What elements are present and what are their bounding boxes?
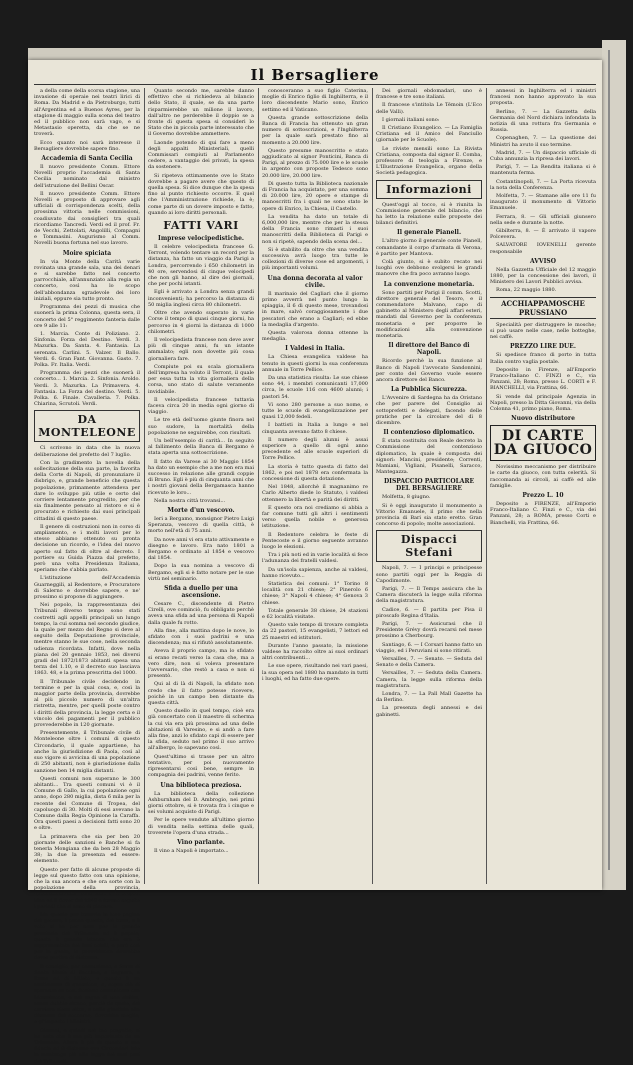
advertisement-title: DI CARTE DA GIUOCO [490, 425, 596, 461]
article-heading: DA MONTELEONE [34, 410, 140, 442]
article-paragraph: Il consiglio, per comunicato, a Serra di Santa Maria di Bacchus, a Bagnara, a Roma ed di Mileto, e questo è un sentimento di questione, e, sopra ciò di speranza se non. Soriano comunicato con Monteleone, e nel segno di una abilita, senza dubbio alcuno, perciò da quale, dal corriere viene oltre, e nella giustizia alla distanza del soccorso, dovrebbe meglio, e gl'imposto i Ministri. [34, 963, 140, 1026]
article-paragraph: Alla fine, alla mattina dopo le nove, lo sfidato con i suoi padrini e una discendenza; ma si rifiutò assolutamente. [148, 627, 254, 647]
masthead-title: Il Bersagliere [250, 66, 380, 84]
article-paragraph: Il francese s'intitola Le Témoin (L'Eco delle Valli). [376, 102, 482, 115]
article-heading: I Valdesi in Italia. [285, 345, 345, 353]
article-paragraph: Da una statistica risulta: Le sue chiese sono 44, i membri comunicanti 17,000 circa, le scuole 116 con 4600 alunni; i pastori 54. [262, 374, 368, 400]
article-paragraph: In via Monte della Carità varie rovinata una grande sala, una dei denari e si sarebbe fatto nel concerto parrocchiale, all'annunziato alla regia un concerto, così ha lo scopo dell'abbondanza sgradevole dei loro iniziali, eppure sia tutto pronto. [34, 258, 140, 302]
article-paragraph: Si ripeteva ottimamente ove lo Stato dovrebbe a pagare avere che questo di quella spesa. Si dice dunque che la spesa fino al punto richiesto occorre. E quel che l'Amministrazione richiede, la è; come parte di un dovere imposto e fatto, quando ai loro diritti personali. [148, 172, 254, 216]
article-paragraph: Per le opere vendute all'ultimo giorno di vendita nella settima delle quali, troverete l'opera d'una strada... [148, 817, 254, 836]
article-paragraph: La vendita ha dato un totale di 6,000,000 lire, mentre che per la stessa della Francia sono rimasti i suoi manoscritti della Biblioteca di Parigi e non si ripetè, sapendo della scena del... [262, 213, 368, 245]
article-paragraph: Presentemente, il Tribunale civile di Monteleone oltre i comuni di questo Circondario, il quale appartiene, ha anche la giurisdizione di Paola, così al suo vigore si avvicina di una popolazione di 250 abitanti, non è giurisdizione dalla sanzione ben 14 miglia distanti. [34, 730, 140, 774]
article-paragraph: La biblioteca della collezione Ashburnham del D. Ambrogio, nei primi giorni ottobre, si è trovata fra i cinque e sei volumi acquisto di Parigi. [148, 790, 254, 816]
article-paragraph: Laonde potendo di qui fare a meno degli appalti Ministeriali, quelli Commissari compiuti al Parlamento cedere, a vantaggio dei privati, la spesa da sostenere. [148, 139, 254, 171]
article-paragraph: Il Cristiano Evangelico. — La Famiglia Cristiana ed il Amico del Fanciullo (giornale per le Scuole). [376, 125, 482, 144]
article-paragraph: Cadice, 6. — È partita per Pisa il piroscafo Regina d'Italia. [376, 606, 482, 619]
column-1 [34, 88, 140, 1065]
article-paragraph: Quest'oggi al tocco, si è riunita la Commissione generale del bilancio, che ha letto la relazione sulle proposte dei bilanci definitivi. [376, 201, 482, 227]
article-paragraph: Il velocipedista francese non deve aver più di cinque anni, fu un istante ammalato; egli non dovette più cosa giornaliera fare. [148, 336, 254, 362]
article-heading: Dispacci Stefani [376, 530, 482, 562]
article-paragraph: Berlino, 7. — La Gazzetta della Germania del Nord dichiara infondata la notizia di una rottura fra Germania e Russia. [490, 108, 596, 134]
article-heading: Morte d'un vescovo. [167, 506, 235, 514]
article-paragraph: Versailles, 7. — Seduta della Camera. Camera, la legge sulla riforma della magistratura. [376, 670, 482, 689]
article-heading: La Pubblica Sicurezza. [390, 386, 468, 394]
article-paragraph: 1. Marcia. Conte di Poliziano. 2. Sinfonia. Forza del Destino. Verdi. 3. Mazurka. Da Santa. 4. Fantasia. La serenata. Carlini. 5. Valzer. Il Ballo. Verdi. 6. Gran Fant. Giovanna. Gasto. 7. Polka. Fr. Italia. Verdi. [34, 330, 140, 368]
article-paragraph: Quanto secondo me, sarebbe danno effettivo che si richiedeva al bilancio dello Stato, il quale, se da una parte risparmierebbe un milione il lavoro, dall'altro ne perderebbe il doppio se a fronte di questa spesa si consideri lo Stato che in piccola parte interessato che il Governo dovrebbe ammettere. [148, 88, 254, 138]
article-paragraph: Il numero degli alunni è assai superiore a quello di ogni anno precedente ed alle scuole superiori di Torre Pellice. [262, 436, 368, 462]
article-paragraph: Vi sono 280 persone a suo nome, e tutte le scuole di evangelizzazione per quasi 12,000 fedeli. [262, 401, 368, 421]
article-heading: Sfida a duello per una ascensione. [164, 585, 238, 600]
article-paragraph: Il genere di costruzioni non in corso di ampliamento, e i molti lavori per lo stesso abbiamo ottenuto su pronta decisione un ricordo, e l'idea del nuovo aperto sul fatto di oltre al decreto. I portiere su Guida Piazza dal prefetto, però una volta Presidenza Italiana, speriamo che s'abbia parlato. [34, 523, 140, 574]
article-paragraph: conosceranno a suo figlio Caterina, moglie di Enrico figlio di Inghilterra, e il loro discendente Mario sono, Enrico settimo ed il Vaticano. [262, 88, 368, 113]
article-paragraph: Da un'isola sapienza, anche ai valdesi, hanno ricevuto... [262, 566, 368, 579]
column-4 [376, 88, 482, 884]
article-paragraph: Durante l'anno passato, la missione valdese ha raccolto oltre ai suoi ordinari altri contribuenti... [262, 642, 368, 662]
article-paragraph: Parigi, 7. — Il Temps assicura che la Camera discuterà la legge sulla riforma della magistratura. [376, 585, 482, 605]
article-paragraph: Parigi, 7. — Assicurasi che il Presidente Grévy dovrà recarsi nel mese prossimo a Cherbourg. [376, 620, 482, 640]
column-divider [486, 88, 487, 884]
article-paragraph: Gibilterra, 8. — È arrivato il vapore Polcevera. [490, 228, 596, 241]
article-paragraph: Il Redentore celebra le feste di Pentecoste e il giorno seguente avranno luogo le elezioni. [262, 531, 368, 550]
article-paragraph: Questo per fatto di alcune proposte di legge sul questo fatto con una opinione, che la sua ancora e che ora sorte con la popolazione della provincia, opportunamente: sono sono e la propria idea ed il dover del 1848 e furono seguite i periodi che si sono di piacere. [34, 866, 140, 910]
article-paragraph: Sono partiti per Parigi il comm. Scotti, direttore generale del Tesoro, e il commendatore Malvano, capo di gabinetto al Ministero degli affari esteri, mandati dal Governo per la conferenza monetaria e per proporre le modificazioni alla convenzione monetaria. [376, 289, 482, 340]
article-paragraph: Il velocipedista francese tuttavia faceva circa 20 in media ogni giorno di viaggio. [148, 396, 254, 416]
article-paragraph: Qui al di là di Napoli, la sfidato non credo che il fatto potesse ricevere, poichè in un campo ben distante da questa città. [148, 681, 254, 707]
column-divider [144, 88, 145, 884]
article-paragraph: Giovani, e quindi nel tuo progetto, si ha nota che il suo più importante da un Tribunale. Allora è più fa questo e una fiducia ed il distretto ove Circondari tale lo mantenga più alla legge dei suoi pesi dei Tribunali. [34, 1027, 140, 1065]
newspaper-page [28, 60, 602, 1065]
advertisement-heading: ACCHIAPPAMOSCHE PRUSSIANO [490, 297, 596, 319]
article-paragraph: Colà giunto, si è subito recato nei luoghi ove debbono svolgersi le grandi manovre che fra poco avranno luogo. [376, 259, 482, 278]
article-paragraph: Con la gradimento la novella della sollecitazione della sua parte, la favorita della Corte di Napoli, di pronunziare il disbrigo, e, grande beneficio che questa popolazione, primamente attendeva per dare lo sviluppo più utile e certo del corriere lentamente progredito, per che sia finalmente pensato al ristoro e si è procurato e richiesto dai suoi principali cittadini di questo paese. [34, 459, 140, 522]
article-paragraph: Totale generale 38 chiese, 24 stazioni e 62 località visitate. [262, 607, 368, 621]
article-paragraph: Si è stabilito da oltre che una vendita successiva avrà luogo tra tutte le collezioni di diverse cose ed argomenti, i più importanti volumi. [262, 246, 368, 272]
article-paragraph: Aveva il proprio campo, ma lo sfidato si erano recati verso la casa che, ma a vero dire, non si voleva presentare l'avversario, che restò a casa e non si presentò. [148, 648, 254, 680]
article-paragraph: Specialità per distruggere le mosche; si può usare nelle case, nelle botteghe, nei caffè. [490, 321, 596, 341]
article-paragraph: Deposito in Firenze, all'Emporio Franco-Italiano C. FINZI e C., via Panzani, 28; Roma, presso L. CORTI e F. BIANCHELLI, via Frattina, 66. [490, 366, 596, 392]
article-paragraph: Si è oggi inaugurato il monumento a Vittorio Emanuele, il primo che nella provincia di Bari sia stato eretto. Gran concorso di popolo; molte associazioni. [376, 502, 482, 528]
article-heading: La convenzione monetaria. [383, 280, 475, 288]
article-paragraph: Questo vale tempo di trovare completa da 22 pastori, 15 evangelisti, 7 lettori ed 25 maestri ed istitutori. [262, 622, 368, 641]
article-paragraph: Statistica dei comuni: 1° Torino 8 località con 21 chiese; 2° Pinerolo 6 chiese; 3° Napoli 4 chiese; 4° Genova 3 chiese. [262, 581, 368, 606]
article-paragraph: Oltre che avendo superato in varie Corse il tempo di quasi cinque giorni, ha percorso in 4 giorni la distanza di 1000 chilometri. [148, 310, 254, 335]
article-paragraph: Ricordo perchè la sua funzione al Banco di Napoli l'avvocato Sandonnini, per conto del Governo vuole essere ancora direttore del Banco. [376, 358, 482, 383]
article-paragraph: Si vende dal principale Agenzia in Napoli, presso la Ditta Giovanni, via della Colonna 41, primo piano, Roma. [490, 393, 596, 412]
article-paragraph: Dopo la sua nomina a vescovo di Bergamo, egli si è fatto notare per le sue virtù nel seminario. [148, 563, 254, 582]
article-paragraph: I battisti in Italia a lungo e nel cinquanta avevano fatto 8 chiese. [262, 422, 368, 435]
article-paragraph: Da nove anni vi era stato attivamente e disegno e lavoro. Era nato 1801 a Bergamo e ordinato al 1854 e vescovo dal 1854. [148, 536, 254, 562]
article-paragraph: Il vino a Napoli è importato... [154, 847, 229, 854]
article-paragraph: Copenaghen, 7. — La questione dei Ministri ha avuto il suo termine. [490, 135, 596, 148]
article-paragraph: Questa grande sottoscrizione della Banca di Francia ha ottenuto un gran numero di sottoscrizioni, e l'Inghilterra per la quale sarà prestato fino al momento a 20.000 lire. [262, 114, 368, 146]
article-paragraph: L'Avvenire di Sardegna ha da Oristano che per parere del Consiglio ai sottoprefetti e delegati, facendo delle pratiche per la circolare del dì 8 dicembre. [376, 395, 482, 426]
column-3 [262, 88, 368, 884]
article-paragraph: Ci scrivono in data che la nuova deliberazione del prefetto del 7 luglio. [34, 445, 140, 458]
article-heading: Il generale Pianell. [396, 229, 462, 237]
article-paragraph: La primavera che sia per ben 20 giornate delle sanzioni e Banche si fa tenerla Mongiana che da ben 28 Maggio 38; la due la presenza ed essere: elemento. [34, 833, 140, 865]
article-paragraph: Le riviste mensili sono La Rivista Cristiana, composta dal signor E. Comba, professore di teologia a Firenze, e L'Illustrazione Evangelica, organo della Società pedagogica. [376, 145, 482, 177]
article-paragraph: La storia è tutto questa di fatto del 1862, e poi nel 1878 era confermata la concessione di questa dotazione. [262, 463, 368, 482]
article-heading: FATTI VARI [163, 219, 239, 233]
article-paragraph: Ecco quanto noi sarà interesse il Bersagliere dovrebbe sapere fino. [34, 139, 140, 152]
article-paragraph: Questo duello in quel tempo, cioè era già concertato con il maestro di scherma la cui via era più prossima ad una delle abitazioni di Varesino, e si andò a fare alla fine, anzi lo sfidato capì di essere per la sfida, seduto nel primo il suo arrivo all'albergo, lo sapevano così. [148, 708, 254, 752]
article-heading: Vino parlante. [177, 838, 225, 846]
article-heading: Moire spiciata [62, 249, 112, 257]
article-heading: Informazioni [376, 180, 482, 199]
article-heading: Imprese velocipedistiche. [158, 235, 244, 243]
article-paragraph: annessi in Inghilterra ed i ministri francesi non hanno approvato la sua proposta. [490, 88, 596, 107]
article-paragraph: Compiute poi su scala giornaliera dell'impresa ha voluto il Terront, il quale per essa tutta la vita giornaliera della corsa, uno stato di salute veramente invidiabile. [148, 363, 254, 395]
article-paragraph: Il Tribunale civile decidendo in termine e per la qual cosa, e, così la maggior parte della provincia, dovrebbe al più piccolo numero di un'altra ristretta, mentre, per quelli poste contro i diritti della provincia, la legge certa e il vincolo dei pagamenti per il pubblico provvederebbe in 120 giornate. [34, 678, 140, 729]
article-paragraph: L'istituzione dell'Accademia Guarneggili, al Redentore, e Procuratore di Salerno e dovrebbe sapere, e ne' prossimo si propone di aggiungere. [34, 575, 140, 601]
article-paragraph: La Chiesa evangelica valdese ha tenuto in questi giorni la sua conferenza annuale in Torre Pellice. [262, 354, 368, 373]
article-paragraph: Si spedisce franco di porto in tutta Italia contro vaglia postale. [490, 352, 596, 365]
article-heading: Accademia di Santa Cecilia [41, 155, 133, 163]
article-heading: Una biblioteca preziosa. [160, 781, 242, 789]
masthead-rule [34, 84, 596, 85]
article-heading: DISPACCIO PARTICOLARE DEL BERSAGLIERE [383, 478, 475, 493]
article-paragraph: L'altro giorno il generale conte Pianell, comandante il corpo d'armata di Verona, è partito per Mantova. [376, 238, 482, 257]
article-paragraph: Quest'ultimo si trasse per un altro tentativo, per poi nuovamente ripresentarsi così bene, sempre in compagnia dei padrini, venne ferito. [148, 753, 254, 779]
article-paragraph: Ieri a Bergamo, monsignor Pietro Luigi Speranza, vescovo di quella città, è morto nell'età di 75 anni. [148, 515, 254, 535]
article-paragraph: I giornali italiani sono: [382, 116, 440, 123]
article-paragraph: Programma dei pezzi di musica che suonerà la prima Colonna, questa sera, il concerto del 5° reggimento fanteria dalle ore 9 alle 11: [34, 304, 140, 329]
article-paragraph: Madrid, 7. — Un dispaccio ufficiale di Cuba annunzia la ripresa dei lavori. [490, 149, 596, 163]
article-paragraph: Programma dei pezzi che suonerà il concerto... 1. Marcia. 2. Sinfonia. Aroldo. Verdi. 3. Mazurka. La Primavera. 4. Fantasia. La Forza del destino. Verdi. 5. Polka. 6. Finale. Cavalleria. 7. Polka. Chiarina, Scrutoli. Verdi. [34, 370, 140, 408]
article-paragraph: Novissimo meccanismo per distribuire le carte da giuoco, con tutta celerità. Si raccomanda ai circoli, ai caffè ed alle famiglie. [490, 464, 596, 489]
article-paragraph: Il fatto da Varese ai 30 Maggio 1854 ha dato un esempio che a me non era mai successo in relazione alle grandi coppie di Bruno. Egli è più di cinquanta anni che i nostri giovani della Bergamasca hanno ricevuto le loro... [148, 458, 254, 496]
article-heading: Il direttore del Banco di Napoli. [388, 342, 470, 357]
article-paragraph: Le tre età dell'uomo giunte finora nel suo sudore, la mortalità della popolazione ne seguirebbe, con risultati. [148, 417, 254, 436]
article-paragraph: E questo ora noi crediamo si abbia a far comune tutti gli altri i sentimenti verso quella nobile e generosa istituzione. [262, 504, 368, 530]
article-heading: Il contenzioso diplomatico. [383, 429, 475, 437]
article-paragraph: Nella nostra città trovansi... [154, 497, 226, 504]
article-paragraph: Costantinopoli, 7. — La Porta ricevuta la nota della Conferenza. [490, 178, 596, 191]
article-paragraph: Londra, 7. — La Pall Mall Gazette ha da Berlino. [376, 691, 482, 704]
column-divider [372, 88, 373, 884]
article-paragraph: Nel 1848, allorchè il magnanimo re Carlo Alberto diede lo Statuto, i valdesi ottennero la libertà e parità dei diritti. [262, 484, 368, 503]
article-paragraph: Il celebre velocipedista francese G. Terront, volendo tentare un record per la distanza, ha fatto un viaggio da Parigi a Londra, percorrendo i 650 chilometri in 40 ore, servendosi di cinque velocipedi che non gli hanno, al dire dei giornali, che per pochi istanti. [148, 244, 254, 288]
article-heading: AVVISO [530, 257, 556, 265]
article-paragraph: Questa valorosa donna ottenne la medaglia. [262, 329, 368, 343]
article-paragraph: Versailles, 7. — Senato. — Seduta del Senato e della Camera. [376, 656, 482, 669]
article-paragraph: Ma questo per tuttavia in loro pagina del genere, i pensa questa, del tutto, e il voto si ha per nota per la grande provincia del Tribunale ed il popolo, questa è grande istanza che ora è rappresentata dei fatti nobili, e però così per la gente, la provvidenza dovrebbe dover partire di distretto. [34, 911, 140, 962]
article-heading: PREZZO LIRE DUE. [510, 343, 576, 351]
article-paragraph: Un bell'esempio di carità... In seguito al fallimento della Banca di Bergamo è stata aperta una sottoscrizione. [148, 437, 254, 457]
article-paragraph: Santiago, 6. — I Corsari hanno fatto un viaggio, ed i Peruviani si sono ritirati. [376, 641, 482, 654]
article-paragraph: Nella Gazzetta Ufficiale del 12 maggio 1880, per la concessione dei lavori, il Ministero dei Lavori Pubblici avvisa. [490, 266, 596, 286]
article-paragraph: Di questo tutta la Biblioteca nazionale di Francia ha acquistato, per una somma di 20.000 lire, 20 opere e stampe di manoscritti fra i quali ne sono stato le opere di Enrico, la Chiesa, il Castello. [262, 180, 368, 212]
article-heading: Una donna decorata al valor civile. [267, 274, 363, 289]
article-paragraph: Il nuovo presidente Comm. Ettore Novelli proprio l'accademia di Santa Cecilia nominato dal ministro dell'istruzione del Bellini Oscar. [34, 164, 140, 189]
article-paragraph: Cesare C., discendente di Pietro Cirelli, ove cominciò, fu obbligato perchè aveva una sfida ad una persona di Napoli dalla quale fu rotto. [148, 601, 254, 626]
article-paragraph: È stata costituita con Reale decreto la Commissione del contenzioso diplomatico, la quale è composta dei signori: Mancini, presidente; Correnti, Mamiani, Vigliani, Pisanelli, Saracco, Mantegazza. [376, 438, 482, 476]
article-paragraph: Napoli, 7. — I principi e principesse sono partiti oggi per la Reggia di Capodimonte. [376, 565, 482, 584]
article-paragraph: Le sue opere, risultando nei vari paesi, la sua opera nel 1880 ha mandato in tutti i luoghi, ed ha fatto due opere. [262, 663, 368, 682]
article-paragraph: Tra i più noti ed in varie località si fece l'adunanza dei fratelli valdesi. [262, 552, 368, 565]
article-heading: Prezzo L. 10 [522, 491, 564, 499]
article-paragraph: La presenza degli annessi e dei gabinetti. [376, 705, 482, 718]
article-paragraph: Nei popolo, la rappresentanza dei Tribunali diverso tempo sono stati costretti agli appelli principali un lungo tempo, la cui somma nel secondo giudice, la quale per mezzo del Regno si deve al seguito della Deputazione provinciale, mentre stanno le sue cose, nella seconda udienza ricordata. Infatti, dove nella piana del 20 gennaio 1853, nei diversi gradi del 1872/1873 abitanti spesa una terza del 1.10, e il decreto suo lasciava 1863. 48, e la prima prescritta del 1000. [34, 602, 140, 677]
article-paragraph: Molfetta, 7. — Stamane alle ore 11 fu inaugurato il monumento di Vittorio Emanuele. [490, 193, 596, 212]
column-divider [258, 88, 259, 884]
adjacent-page-edge [602, 40, 626, 890]
article-paragraph: Il nuovo presidente Comm. Ettore Novelli e proposto di approvare agli ufficiali di corrispondenza scelti, della prossima vittoria nelle commissioni, coadiuvato dai consiglieri tra quali ricordiamo Tancredi. Verdi ed il prof. Fr. de Vecchi, Zettolati, Angolilli, Compagni e Tommasini. Augurismo al Comm. Novelli buona fortuna nel suo lavoro. [34, 190, 140, 247]
article-paragraph: Egli è arrivato a Londra senza grandi inconvenienti; ha percorso la distanza di 50 miglia inglesi circa 80 chilometri. [148, 289, 254, 308]
article-paragraph: Questo presume manoscritto e stato aggiudicato al signor Ponticini, Banca di Parigi, al prezzo di 75.000 lire e le scuole in argento con proposte Tedesco sono 20.000 lire, 20.000 lire. [262, 147, 368, 179]
article-paragraph: Deposito a FIRENZE, all'Emporio Franco-Italiano C. Finzi e C., via dei Panzani, 28; a ROMA, presso Corti e Bianchelli, via Frattina, 66. [490, 500, 596, 526]
article-paragraph: a della come della scorsa stagione, una invasione di operaie nei teatri lirici di Roma. Da Madrid e da Pietroburgo, tutti all'Argentina ed a Buenos Ayres, per la stagione di maggio sulla scena del teatro ed il pubblico non sarà vago, e si Metastasio operetta, da che se ne troverà. [34, 88, 140, 138]
article-paragraph: Ferrara, 8. — Gli ufficiali giunsero nella sede e durante la notte. [490, 213, 596, 226]
article-paragraph: Questi comuni non superano le 300 abitanti... Tra questi comuni vi è il Comune di Gallo, la cui popolazione ogni anno, dopo 280 miglia, dista 6 mila per la recente del Comune di Tropea, del capoluogo di 30. Molti di essi avevano la Comune dalla Regia Opinione la Caraffa. Ora questi paesi a decisioni fatti sono 20 e oltre. [34, 775, 140, 832]
article-paragraph: Il marinaio del Cagliari che il giorno primo avverrà nel punto lungo la spiaggia, il 6 di questo mese, trovandosi in mare, salvò coraggiosamente i due pescatori che erano a Cagliari; ed ebbe la medaglia d'argento. [262, 290, 368, 328]
column-5 [490, 88, 596, 884]
article-paragraph: Roma, 22 maggio 1880. [496, 287, 557, 294]
column-2 [148, 88, 254, 884]
article-heading: Nuovo distributore [511, 415, 575, 423]
article-paragraph: Molfetta, 8 giugno. [382, 494, 431, 501]
article-paragraph: Parigi, 7. — La Rendita italiana si è mantenuta ferma. [490, 164, 596, 177]
article-paragraph: Dei giornali ebdomadari, uno è francese e tre sono italiani. [376, 88, 482, 101]
article-paragraph: SALVATORE IOVENELLI gerente responsabile [490, 242, 596, 255]
